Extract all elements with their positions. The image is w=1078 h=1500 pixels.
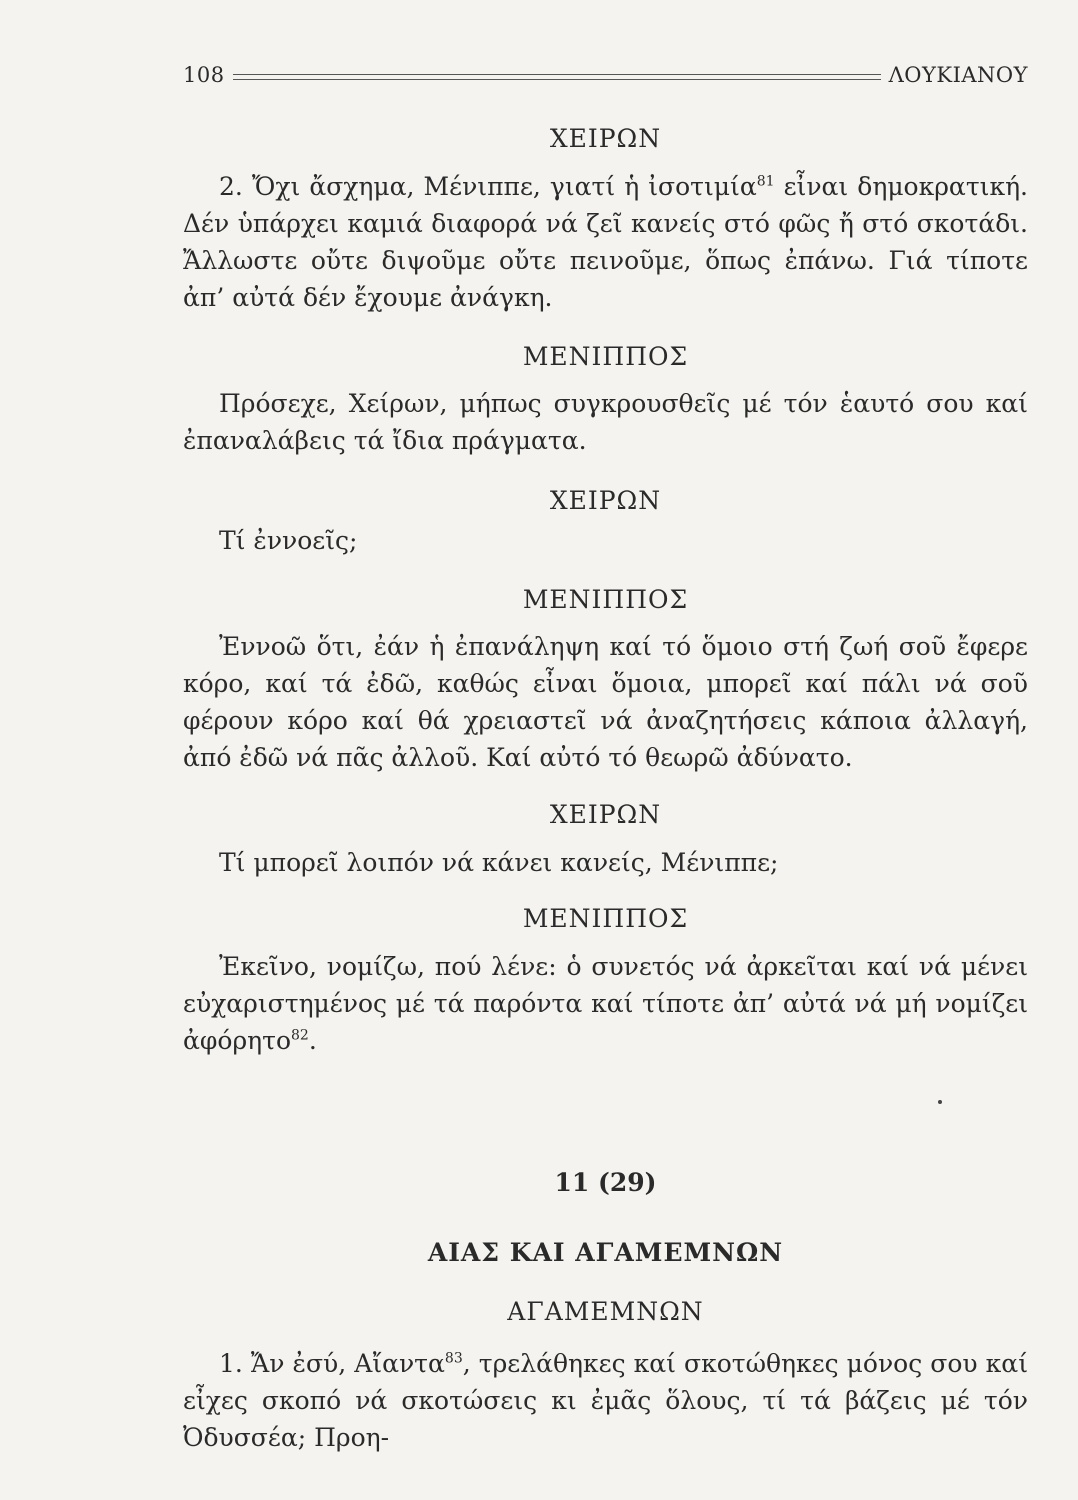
paragraph-text bbox=[183, 948, 1028, 1059]
speaker-heading: ΑΓΑΜΕΜΝΩΝ bbox=[507, 1297, 704, 1326]
text-run: , τρελάθηκες καί σκοτώθηκες μόνος σου καί εἶχες σκοπό νά σκοτώσεις κι ἐμᾶς ὅλους, τί τά βάζεις μέ τόν Ὀδυσσέα; Προη- bbox=[183, 1349, 1028, 1452]
speaker-heading: ΜΕΝΙΠΠΟΣ bbox=[522, 585, 689, 614]
dialogue-paragraph bbox=[183, 522, 1028, 559]
speaker-heading: ΧΕΙΡΩΝ bbox=[549, 124, 662, 153]
dialogue-paragraph bbox=[183, 948, 1028, 1059]
footnote-ref: 81 bbox=[756, 173, 775, 190]
paragraph-text: Πρόσεχε, Χείρων, μήπως συγκρουσθεῖς μέ τόν ἑαυτό σου καί ἐπαναλάβεις τά ἴδια πράγματα. bbox=[183, 389, 1028, 455]
text-run: Ἐκεῖνο, νομίζω, πού λένε: ὁ συνετός νά ἀρκεῖται καί νά μένει εὐχαριστημένος μέ τά παρόντα καί τίποτε ἀπ’ αὐτά νά μή νομίζει ἀφόρητο bbox=[183, 952, 1028, 1055]
paragraph-text bbox=[183, 1345, 1028, 1456]
text-run: . bbox=[308, 1026, 317, 1055]
running-head bbox=[183, 60, 1028, 90]
paragraph-text: Τί μπορεῖ λοιπόν νά κάνει κανείς, Μένιππε; bbox=[219, 848, 779, 877]
stray-mark bbox=[938, 1100, 942, 1104]
speaker-heading: ΧΕΙΡΩΝ bbox=[549, 486, 662, 515]
chapter-number: 11 (29) bbox=[554, 1168, 657, 1197]
text-run: 1. Ἄν ἐσύ, Αἴαντα bbox=[219, 1349, 445, 1378]
header-rule bbox=[233, 74, 881, 80]
speaker-heading: ΜΕΝΙΠΠΟΣ bbox=[522, 342, 689, 371]
footnote-ref: 83 bbox=[444, 1350, 463, 1367]
dialogue-paragraph bbox=[183, 628, 1028, 776]
paragraph-text: Τί ἐννοεῖς; bbox=[219, 526, 358, 555]
dialogue-paragraph bbox=[183, 385, 1028, 459]
paragraph-text: Ἐννοῶ ὅτι, ἐάν ἡ ἐπανάληψη καί τό ὅμοιο στή ζωή σοῦ ἔφερε κόρο, καί τά ἐδῶ, καθώς εἶναι ὅμοια, μπορεῖ καί πάλι νά σοῦ φέρουν κόρο καί θά χρειαστεῖ νά ἀναζητήσεις κάποια ἀλλαγή, ἀπό ἐδῶ νά πᾶς ἀλλοῦ. Καί αὐτό τό θεωρῶ ἀδύνατο. bbox=[183, 632, 1028, 772]
dialogue-paragraph bbox=[183, 168, 1028, 316]
running-title: ΛΟΥΚΙΑΝΟΥ bbox=[888, 63, 1028, 87]
speaker-heading: ΜΕΝΙΠΠΟΣ bbox=[522, 904, 689, 933]
text-run: εἶναι δημοκρατική. Δέν ὑπάρχει καμιά διαφορά νά ζεῖ κανείς στό φῶς ἤ στό σκοτάδι. Ἄλλωστε οὔτε διψοῦμε οὔτε πεινοῦμε, ὅπως ἐπάνω. Γιά τίποτε ἀπ’ αὐτά δέν ἔχουμε ἀνάγκη. bbox=[183, 172, 1028, 312]
chapter-title: ΑΙΑΣ ΚΑΙ ΑΓΑΜΕΜΝΩΝ bbox=[427, 1238, 784, 1267]
footnote-ref: 82 bbox=[291, 1027, 309, 1044]
dialogue-paragraph bbox=[183, 844, 1028, 881]
text-run: 2. Ὄχι ἄσχημα, Μένιππε, γιατί ἡ ἰσοτιμία bbox=[219, 172, 757, 201]
dialogue-paragraph bbox=[183, 1345, 1028, 1456]
speaker-heading: ΧΕΙΡΩΝ bbox=[549, 800, 662, 829]
page-number: 108 bbox=[183, 63, 225, 87]
paragraph-text bbox=[183, 168, 1028, 316]
